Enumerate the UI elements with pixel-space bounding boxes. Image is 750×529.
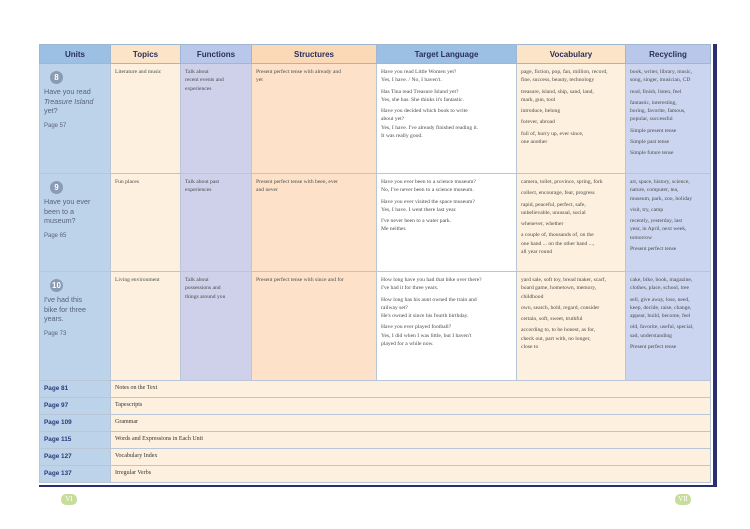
text-line: Talk about past bbox=[185, 179, 220, 185]
functions-cell bbox=[181, 272, 252, 381]
text-line: Present perfect tense bbox=[630, 344, 677, 351]
header-units: Units bbox=[40, 45, 111, 64]
unit-cell[interactable] bbox=[40, 174, 111, 272]
unit-number-badge: 10 bbox=[50, 279, 63, 292]
appendix-row bbox=[40, 466, 711, 483]
recycling-cell bbox=[626, 174, 711, 272]
text-line: introduce, belong bbox=[521, 108, 561, 115]
unit-cell[interactable] bbox=[40, 64, 111, 174]
text-line: Yes, I have. I've already finished reading it. bbox=[381, 124, 479, 131]
unit-row bbox=[40, 64, 711, 174]
text-line: yard sale, soft toy, bread maker, scarf, bbox=[521, 277, 606, 283]
text-line: yet bbox=[256, 77, 263, 84]
unit-number-badge: 9 bbox=[50, 181, 63, 194]
text-line: whenever, whether bbox=[521, 221, 564, 228]
header-recycling: Recycling bbox=[626, 45, 711, 64]
text-line: art, space, history, science, bbox=[630, 179, 690, 185]
text-line: Yes, I have. / No, I haven't. bbox=[381, 77, 442, 84]
text-line: experiences bbox=[185, 85, 212, 92]
appendix-title: Notes on the Text bbox=[111, 381, 711, 398]
text-line: according to, to be honest, as for, bbox=[521, 327, 596, 334]
text-line: full of, hurry up, ever since, bbox=[521, 130, 584, 137]
structures-cell bbox=[252, 64, 377, 174]
unit-page-link[interactable]: Page 57 bbox=[44, 122, 67, 129]
text-line: clothes, place, school, tree bbox=[630, 285, 690, 292]
text-line: Have you decided which book to write bbox=[381, 108, 468, 115]
unit-title-line: years. bbox=[44, 314, 64, 324]
vocabulary-cell bbox=[517, 272, 626, 381]
text-line: Yes, she has. She thinks it's fantastic. bbox=[381, 96, 464, 103]
page-number-right: VII bbox=[675, 494, 691, 505]
header-row bbox=[40, 45, 711, 64]
functions-cell bbox=[181, 64, 252, 174]
appendix-page-link[interactable]: Page 109 bbox=[40, 415, 111, 432]
text-line: check out, part with, no longer, bbox=[521, 335, 591, 342]
text-line: Yes, I did when I was little, but I haven't bbox=[381, 332, 472, 339]
text-line: How long have you had that bike over there? bbox=[381, 277, 482, 283]
text-line: Have you ever visited the space museum? bbox=[381, 198, 475, 205]
text-line: own, search, hold, regard, consider bbox=[521, 304, 600, 311]
text-line: all year round bbox=[521, 249, 553, 256]
unit-row bbox=[40, 174, 711, 272]
text-line: Talk about bbox=[185, 69, 209, 75]
contents-table-sheet bbox=[39, 44, 717, 487]
appendix-title: Vocabulary Index bbox=[111, 449, 711, 466]
text-line: and never bbox=[256, 187, 278, 194]
appendix-row bbox=[40, 381, 711, 398]
appendix-title: Tapescripts bbox=[111, 398, 711, 415]
header-vocabulary: Vocabulary bbox=[517, 45, 626, 64]
text-line: year, in April, next week, bbox=[630, 226, 687, 233]
structures-cell bbox=[252, 272, 377, 381]
target-language-cell bbox=[377, 174, 517, 272]
contents-table bbox=[39, 44, 711, 483]
header-structures: Structures bbox=[252, 45, 377, 64]
text-line: book, writer, library, music, bbox=[630, 69, 693, 75]
text-line: treasure, island, ship, sand, land, bbox=[521, 88, 594, 95]
text-line: recent events and bbox=[185, 77, 224, 84]
text-line: certain, soft, sweet, truthful bbox=[521, 316, 583, 323]
text-line: a couple of, thousands of, on the bbox=[521, 232, 594, 239]
text-line: tomorrow bbox=[630, 234, 653, 241]
unit-title-line: yet? bbox=[44, 106, 58, 116]
text-line: sell, give away, lose, need, bbox=[630, 296, 690, 303]
text-line: keep, decide, raise, change, bbox=[630, 304, 692, 311]
appendix-page-link[interactable]: Page 81 bbox=[40, 381, 111, 398]
topic-cell: Fun places bbox=[111, 174, 181, 272]
target-language-cell bbox=[377, 272, 517, 381]
text-line: experiences bbox=[185, 187, 212, 194]
unit-title-line: been to a bbox=[44, 206, 74, 216]
text-line: rapid, peaceful, perfect, safe, bbox=[521, 201, 586, 208]
text-line: museum, park, zoo, holiday bbox=[630, 195, 693, 202]
text-line: page, fiction, pop, fan, million, record, bbox=[521, 69, 608, 75]
text-line: fantastic, interesting, bbox=[630, 99, 677, 106]
text-line: mark, gun, tool bbox=[521, 96, 556, 103]
appendix-title: Grammar bbox=[111, 415, 711, 432]
appendix-row bbox=[40, 449, 711, 466]
text-line: railway set? bbox=[381, 304, 408, 311]
text-line: read, finish, listen, feel bbox=[630, 88, 682, 95]
text-line: collect, encourage, fear, progress bbox=[521, 190, 595, 197]
topic-cell: Literature and music bbox=[111, 64, 181, 174]
vocabulary-cell bbox=[517, 64, 626, 174]
appendix-page-link[interactable]: Page 115 bbox=[40, 432, 111, 449]
text-line: How long has his aunt owned the train and bbox=[381, 296, 477, 303]
appendix-row bbox=[40, 415, 711, 432]
unit-title-line: Have you ever bbox=[44, 197, 91, 206]
text-line: visit, try, camp bbox=[630, 206, 664, 213]
text-line: unbelievable, unusual, social bbox=[521, 209, 586, 216]
recycling-cell bbox=[626, 64, 711, 174]
text-line: board game, hometown, memory, bbox=[521, 285, 597, 292]
text-line: song, singer, musician, CD bbox=[630, 77, 691, 84]
unit-number-badge: 8 bbox=[50, 71, 63, 84]
text-line: No, I've never been to a science museum. bbox=[381, 187, 474, 194]
text-line: Me neither. bbox=[381, 226, 407, 233]
text-line: Yes, I have. I went there last year. bbox=[381, 206, 457, 213]
header-target-language: Target Language bbox=[377, 45, 517, 64]
unit-title-line: I've had this bbox=[44, 295, 83, 304]
appendix-row bbox=[40, 432, 711, 449]
text-line: Present perfect tense bbox=[630, 246, 677, 253]
topic-cell: Living environment bbox=[111, 272, 181, 381]
text-line: Present perfect tense with already and bbox=[256, 69, 341, 75]
functions-cell bbox=[181, 174, 252, 272]
text-line: Present perfect tense with been, ever bbox=[256, 179, 339, 185]
text-line: Simple present tense bbox=[630, 127, 677, 134]
appendix-title: Irregular Verbs bbox=[111, 466, 711, 483]
text-line: boring, favorite, famous, bbox=[630, 108, 686, 115]
text-line: one another bbox=[521, 139, 548, 146]
text-line: camera, toilet, province, spring, fork bbox=[521, 179, 603, 185]
page-number-left: VI bbox=[61, 494, 77, 505]
header-topics: Topics bbox=[111, 45, 181, 64]
target-language-cell bbox=[377, 64, 517, 174]
text-line: one hand ... on the other hand ..., bbox=[521, 240, 595, 247]
text-line: things around you bbox=[185, 293, 226, 300]
vocabulary-cell bbox=[517, 174, 626, 272]
text-line: appear, build, become, feel bbox=[630, 313, 691, 320]
text-line: It was really good. bbox=[381, 133, 423, 140]
text-line: nature, computer, tea, bbox=[630, 187, 679, 194]
appendix-page-link[interactable]: Page 127 bbox=[40, 449, 111, 466]
text-line: cake, bike, book, magazine, bbox=[630, 277, 693, 283]
unit-cell[interactable] bbox=[40, 272, 111, 381]
text-line: Has Tina read Treasure Island yet? bbox=[381, 88, 459, 95]
text-line: I've never been to a water park. bbox=[381, 218, 452, 225]
unit-title-line: Have you read bbox=[44, 87, 91, 96]
unit-title-line: Treasure Island bbox=[44, 96, 94, 106]
structures-cell bbox=[252, 174, 377, 272]
text-line: possessions and bbox=[185, 285, 221, 292]
text-line: sad, understanding bbox=[630, 332, 672, 339]
text-line: Have you ever been to a science museum? bbox=[381, 179, 476, 185]
recycling-cell bbox=[626, 272, 711, 381]
unit-title-line: bike for three bbox=[44, 304, 86, 314]
text-line: popular, successful bbox=[630, 116, 673, 123]
text-line: fine, success, beauty, technology bbox=[521, 77, 595, 84]
unit-title-line: museum? bbox=[44, 216, 76, 226]
text-line: about yet? bbox=[381, 116, 405, 123]
text-line: Talk about bbox=[185, 277, 209, 283]
text-line: forever, abroad bbox=[521, 119, 555, 126]
unit-page-link[interactable]: Page 65 bbox=[44, 232, 67, 239]
appendix-page-link[interactable]: Page 97 bbox=[40, 398, 111, 415]
text-line: Simple future tense bbox=[630, 150, 674, 157]
text-line: Have you ever played football? bbox=[381, 324, 452, 331]
unit-row bbox=[40, 272, 711, 381]
text-line: He's owned it since his fourth birthday. bbox=[381, 313, 469, 320]
unit-page-link[interactable]: Page 73 bbox=[44, 330, 67, 337]
text-line: I've had it for three years. bbox=[381, 285, 439, 292]
appendix-row bbox=[40, 398, 711, 415]
appendix-page-link[interactable]: Page 137 bbox=[40, 466, 111, 483]
appendix-title: Words and Expressions in Each Unit bbox=[111, 432, 711, 449]
text-line: Have you read Little Women yet? bbox=[381, 69, 457, 75]
header-functions: Functions bbox=[181, 45, 252, 64]
text-line: played for a while now. bbox=[381, 341, 434, 348]
text-line: old, favorite, useful, special, bbox=[630, 324, 694, 331]
text-line: Simple past tense bbox=[630, 139, 670, 146]
text-line: recently, yesterday, last bbox=[630, 218, 683, 225]
text-line: Present perfect tense with since and for bbox=[256, 277, 344, 283]
text-line: childhood bbox=[521, 293, 544, 300]
text-line: close to bbox=[521, 344, 539, 351]
